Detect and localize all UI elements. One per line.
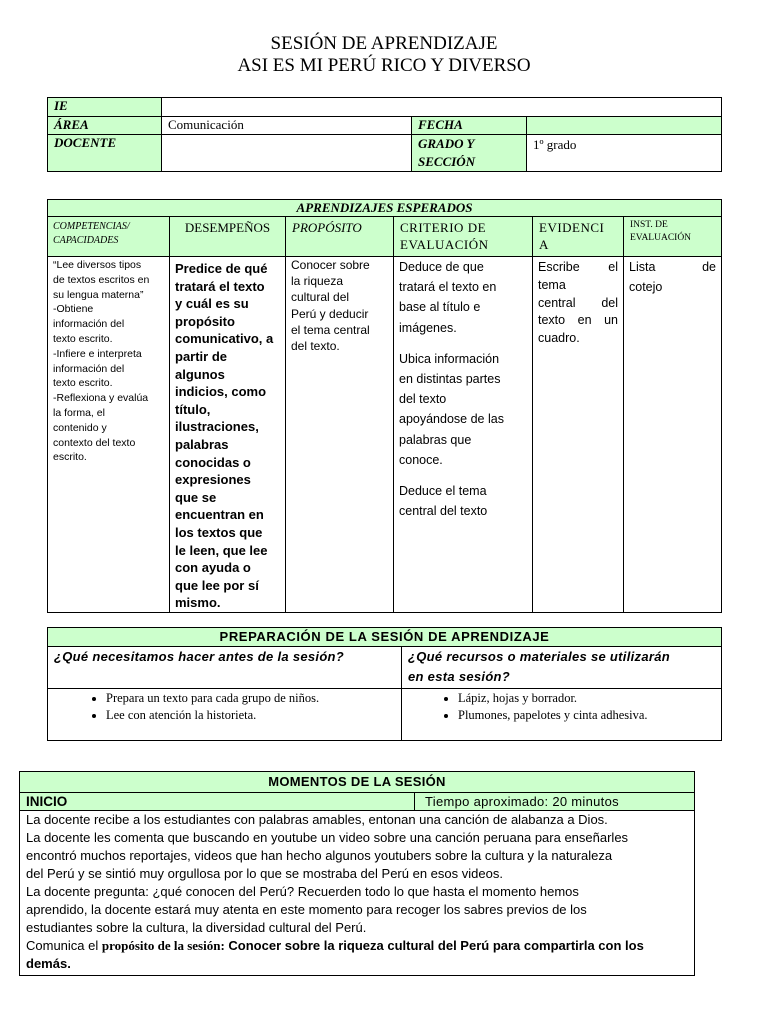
preparacion-table: [47, 627, 722, 741]
criterio-line: tratará el texto en: [399, 280, 497, 295]
col-criterio-line-2: EVALUACIÓN: [400, 237, 489, 252]
competencias-cell: [48, 257, 170, 613]
inst-cell: [624, 257, 722, 613]
criterio-line: central del texto: [399, 504, 488, 519]
word: cotejo: [629, 280, 663, 294]
col-competencias: [48, 217, 170, 257]
desempenos-line: Predice de qué: [175, 261, 268, 276]
word: texto: [538, 313, 566, 328]
desempenos-line: con ayuda o: [175, 560, 251, 576]
competencias-line: -Infiere e interpreta: [53, 347, 142, 360]
comunica-prefix: Comunica el: [26, 938, 102, 953]
col-desempenos: DESEMPEÑOS: [170, 217, 286, 257]
col-criterio: [394, 217, 533, 257]
preparacion-right-cell: [402, 689, 722, 741]
grado-label-line-2: SECCIÓN: [418, 154, 476, 169]
proposito-line: del texto.: [291, 339, 340, 354]
momentos-table: [19, 771, 695, 976]
evidencia-line: [538, 259, 618, 277]
page-title-line-2: ASI ES MI PERÚ RICO Y DIVERSO: [237, 55, 531, 76]
proposito-line: el tema central: [291, 322, 370, 337]
col-inst: [624, 217, 722, 257]
competencias-line: texto escrito.: [53, 332, 113, 345]
desempenos-line: comunicativo, a: [175, 331, 274, 347]
competencias-line: escrito.: [53, 451, 87, 464]
col-evidencia-line-2: A: [539, 237, 549, 252]
desempenos-line: mismo.: [175, 595, 221, 611]
evidencia-line: [538, 295, 618, 313]
desempenos-line: partir de: [175, 348, 228, 364]
fecha-value: [527, 117, 722, 135]
desempenos-line: le leen, que lee: [175, 542, 268, 558]
evidencia-cell: [533, 257, 624, 613]
desempenos-line: tratará el texto: [175, 278, 265, 294]
criterio-line: Deduce el tema: [399, 484, 487, 499]
momentos-line: La docente les comenta que buscando en youtube un video sobre una canción peruana para enseñarles: [26, 830, 629, 845]
word: en: [577, 313, 592, 328]
desempenos-line: encuentran en: [175, 507, 264, 523]
momentos-line: estudiantes sobre la cultura, la diversidad cultural del Perú.: [26, 920, 367, 935]
criterio-line: del texto: [399, 392, 447, 407]
col-evidencia: [533, 217, 624, 257]
tiempo-label: Tiempo aproximado: 20 minutos: [415, 793, 695, 811]
col-inst-line-2: EVALUACIÓN: [630, 233, 692, 243]
proposito-label: propósito de la sesión:: [101, 938, 225, 953]
word: Escribe: [538, 260, 580, 274]
desempenos-cell: [170, 257, 286, 613]
preparacion-left-item: • Prepara un texto para cada grupo de niños.: [106, 690, 395, 707]
criterio-line: Deduce de que: [399, 260, 484, 274]
col-competencias-line-2: CAPACIDADES: [53, 235, 119, 246]
proposito-line-2: demás.: [26, 956, 71, 971]
ie-label: IE: [48, 98, 162, 117]
evidencia-line: [538, 312, 618, 330]
desempenos-line: conocidas o: [175, 454, 251, 470]
word: tema: [538, 277, 566, 292]
criterio-line: conoce.: [399, 452, 443, 467]
desempenos-line: indicios, como: [175, 384, 267, 400]
word: cuadro.: [538, 331, 580, 346]
fecha-label: FECHA: [412, 117, 527, 135]
word: Lista: [629, 260, 656, 274]
col-criterio-line-1: CRITERIO DE: [400, 220, 487, 235]
docente-value: [162, 135, 412, 172]
word: el: [608, 260, 618, 274]
proposito-line: Conocer sobre: [291, 258, 370, 272]
criterio-line: base al título e: [399, 300, 481, 315]
preparacion-q2-line-1: ¿Qué recursos o materiales se utilizarán: [408, 649, 670, 664]
desempenos-line: y cuál es su: [175, 296, 249, 312]
desempenos-line: los textos que: [175, 524, 263, 540]
criterio-line: Ubica información: [399, 351, 500, 366]
competencias-line: la forma, el: [53, 406, 105, 419]
preparacion-heading: PREPARACIÓN DE LA SESIÓN DE APRENDIZAJE: [48, 628, 722, 647]
desempenos-line: algunos: [175, 366, 225, 382]
competencias-line: su lengua materna”: [53, 288, 144, 301]
word: central: [538, 295, 576, 310]
competencias-line: contexto del texto: [53, 436, 136, 449]
momentos-line: del Perú y se sintió muy orgullosa por lo que se mostraba del Perú en esos videos.: [26, 866, 503, 881]
desempenos-line: expresiones: [175, 472, 251, 488]
proposito-line: cultural del: [291, 290, 350, 305]
momentos-line: La docente recibe a los estudiantes con palabras amables, entonan una canción de alabanza a Dios.: [26, 812, 608, 827]
competencias-line: información del: [53, 318, 125, 331]
proposito-line: la riqueza: [291, 274, 344, 289]
preparacion-right-item: • Plumones, papelotes y cinta adhesiva.: [458, 707, 715, 724]
inst-line: [629, 257, 716, 277]
ie-value: [162, 98, 722, 117]
col-inst-line-1: INST. DE: [630, 220, 668, 230]
competencias-line: información del: [53, 362, 125, 375]
preparacion-left-cell: [48, 689, 402, 741]
preparacion-right-item: • Lápiz, hojas y borrador.: [458, 690, 715, 707]
preparacion-q1: ¿Qué necesitamos hacer antes de la sesión?: [48, 647, 402, 689]
desempenos-line: que se: [175, 489, 217, 505]
momentos-line: encontró muchos reportajes, videos que han hecho algunos youtubers sobre la cultura y la naturaleza: [26, 848, 613, 863]
desempenos-line: palabras: [175, 436, 229, 452]
desempenos-line: propósito: [175, 313, 235, 329]
desempenos-line: que lee por sí: [175, 577, 259, 593]
desempenos-line: título,: [175, 401, 211, 417]
criterio-line: apoyándose de las: [399, 412, 504, 427]
momentos-line: La docente pregunta: ¿qué conocen del Perú? Recuerden todo lo que hasta el momento hemos: [26, 884, 579, 899]
area-value: Comunicación: [162, 117, 412, 135]
inst-line: [629, 277, 716, 297]
word: de: [702, 260, 717, 274]
criterio-line: imágenes.: [399, 320, 457, 335]
criterio-line: palabras que: [399, 432, 472, 447]
grado-label-line-1: GRADO Y: [418, 136, 475, 151]
proposito-line-1: [26, 937, 688, 955]
competencias-line: -Reflexiona y evalúa: [53, 392, 149, 405]
competencias-line: de textos escritos en: [53, 273, 150, 286]
word: del: [601, 295, 618, 310]
competencias-line: -Obtiene: [53, 303, 94, 316]
word: un: [604, 313, 618, 328]
inicio-label: INICIO: [20, 793, 415, 811]
competencias-line: “Lee diversos tipos: [53, 259, 142, 271]
grado-label: [412, 135, 527, 172]
preparacion-q2-line-2: en esta sesión?: [408, 669, 511, 684]
competencias-line: texto escrito.: [53, 377, 113, 390]
page-title-line-1: SESIÓN DE APRENDIZAJE: [270, 33, 498, 54]
aprendizajes-heading: APRENDIZAJES ESPERADOS: [48, 200, 722, 217]
inicio-body: [20, 811, 695, 976]
criterio-line: en distintas partes: [399, 372, 501, 387]
docente-label: DOCENTE: [48, 135, 162, 172]
competencias-line: contenido y: [53, 421, 107, 434]
momentos-heading: MOMENTOS DE LA SESIÓN: [20, 772, 695, 793]
proposito-line: Perú y deducir: [291, 306, 369, 321]
col-evidencia-line-1: EVIDENCI: [539, 220, 605, 235]
criterio-cell: [394, 257, 533, 613]
evidencia-line: [538, 330, 618, 348]
aprendizajes-table: [47, 199, 722, 613]
preparacion-q2: [402, 647, 722, 689]
col-proposito: PROPÓSITO: [286, 217, 394, 257]
momentos-line: aprendido, la docente estará muy atenta en este momento para recoger los sabres previos de los: [26, 902, 587, 917]
grado-value: 1º grado: [527, 135, 722, 172]
desempenos-line: ilustraciones,: [175, 419, 259, 435]
proposito-cell: [286, 257, 394, 613]
info-table: [47, 97, 722, 172]
proposito-text-1: Conocer sobre la riqueza cultural del Perú para compartirla con los: [224, 938, 644, 953]
evidencia-line: [538, 277, 618, 295]
col-competencias-line-1: COMPETENCIAS/: [53, 221, 130, 232]
preparacion-left-item: • Lee con atención la historieta.: [106, 707, 395, 724]
area-label: ÁREA: [48, 117, 162, 135]
